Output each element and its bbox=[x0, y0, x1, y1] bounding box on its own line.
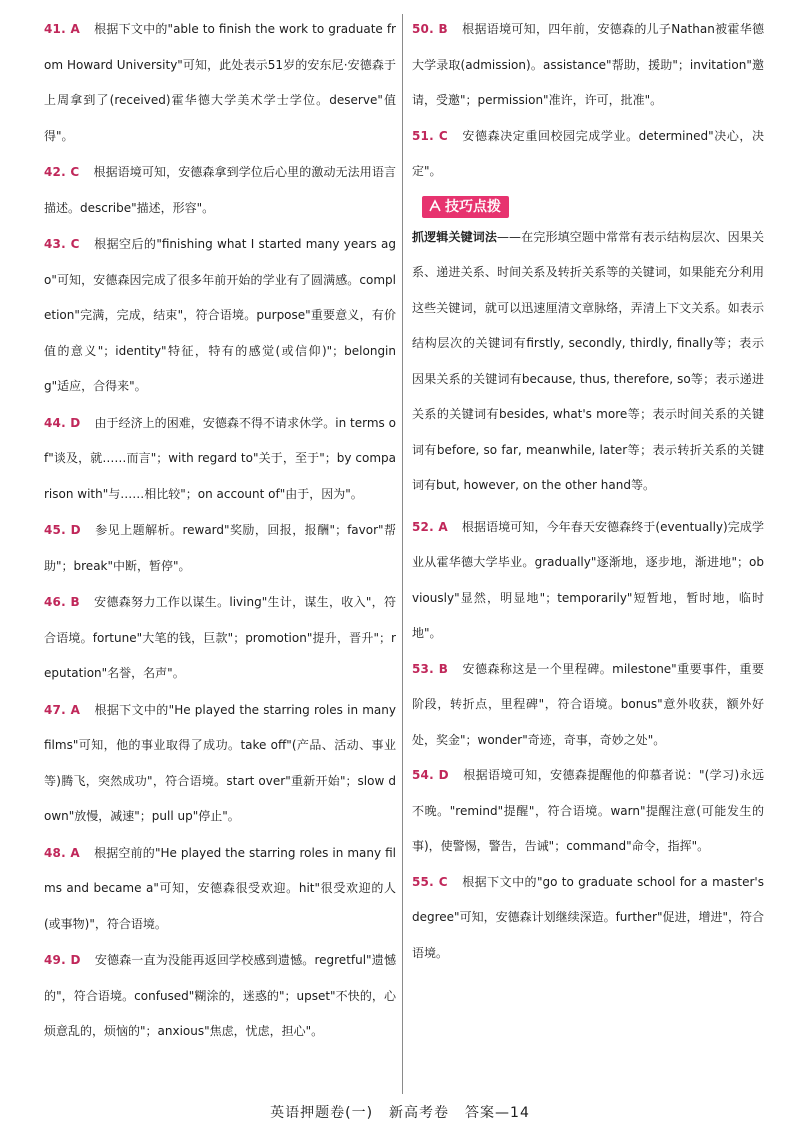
answer-explanation: 根据语境可知，今年春天安德森终于(eventually)完成学业从霍华德大学毕业。gradually"逐渐地，逐步地，渐进地"；obviously"显然，明显地"；temporarily"短暂地，暂时地，临时地"。 bbox=[412, 519, 764, 640]
answer-item bbox=[412, 510, 764, 652]
answer-explanation: 根据下文中的"able to finish the work to graduate from Howard University"可知，此处表示51岁的安东尼·安德森于上周拿到了(received)霍华德大学美术学士学位。deserve"值得"。 bbox=[44, 22, 396, 143]
answer-number: 42. C bbox=[44, 165, 80, 179]
answer-item bbox=[412, 758, 764, 865]
answer-explanation: 参见上题解析。reward"奖励，回报，报酬"；favor"帮助"；break"中断，暂停"。 bbox=[44, 523, 397, 573]
answer-item bbox=[44, 155, 396, 226]
tip-heading: 抓逻辑关键词法 bbox=[412, 229, 498, 244]
answer-explanation: 安德森称这是一个里程碑。milestone"重要事件，重要阶段，转折点，里程碑"，符合语境。bonus"意外收获，额外好处，奖金"；wonder"奇迹，奇事，奇妙之处"。 bbox=[412, 661, 764, 747]
answer-item bbox=[44, 227, 396, 405]
answer-item bbox=[412, 119, 764, 190]
tip-icon bbox=[428, 199, 442, 213]
answer-explanation: 根据下文中的"go to graduate school for a master's degree"可知，安德森计划继续深造。further"促进，增进"，符合语境。 bbox=[412, 874, 765, 960]
answer-explanation: 根据语境可知，四年前，安德森的儿子Nathan被霍华德大学录取(admission)。assistance"帮助，援助"；invitation"邀请，受邀"；permission"准许，许可，批准"。 bbox=[412, 22, 764, 107]
answer-explanation: 安德森决定重回校园完成学业。determined"决心，决定"。 bbox=[412, 128, 764, 178]
page-footer bbox=[0, 1102, 800, 1122]
answer-explanation: 根据下文中的"He played the starring roles in many films"可知，他的事业取得了成功。take off"(产品、活动、事业等)腾飞，突然成功"，符合语境。start over"重新开始"；slow down"放慢，减速"；pull up"停止"。 bbox=[44, 702, 396, 823]
answer-explanation: 根据空后的"finishing what I started many years ago"可知，安德森因完成了很多年前开始的学业有了圆满感。completion"完满，完成，结束"，符合语境。purpose"重要意义，有价值的意义"；identity"特征，特有的感觉(或信仰)"；belonging"适应，合得来"。 bbox=[44, 237, 396, 393]
answer-item bbox=[412, 652, 764, 759]
footer-edition: 新高考卷 bbox=[389, 1105, 450, 1121]
answer-item bbox=[412, 865, 764, 972]
tip-text: ——在完形填空题中常常有表示结构层次、因果关系、递进关系、时间关系及转折关系等的关键词，如果能充分利用这些关键词，就可以迅速厘清文章脉络，弄清上下文关系。如表示结构层次的关键词有firstly, secondly, thirdly, finally等；表示因果关系的关键词有because, thus, therefore, so等；表示递进关系的关键词有besides, what's more等；表示时间关系的关键词有before, so far, meanwhile, later等；表示转折关系的关键词有but, however, on the other hand等。 bbox=[412, 229, 764, 492]
answer-item bbox=[44, 513, 396, 584]
answer-explanation: 安德森努力工作以谋生。living"生计，谋生，收入"，符合语境。fortune"大笔的钱，巨款"；promotion"提升，晋升"；reputation"名誉，名声"。 bbox=[44, 595, 396, 680]
answer-explanation: 根据空前的"He played the starring roles in many films and became a"可知，安德森很受欢迎。hit"很受欢迎的人(或事物)"，符合语境。 bbox=[44, 845, 396, 931]
answer-number: 48. A bbox=[44, 845, 80, 860]
tip-body bbox=[412, 220, 764, 504]
answer-number: 52. A bbox=[412, 519, 448, 534]
answer-item bbox=[44, 836, 396, 943]
footer-title: 英语押题卷(一) bbox=[270, 1105, 374, 1121]
answer-number: 46. B bbox=[44, 595, 80, 609]
answer-item bbox=[44, 693, 396, 835]
answer-item bbox=[44, 585, 396, 692]
column-divider bbox=[402, 14, 403, 1094]
answer-explanation: 由于经济上的困难，安德森不得不请求休学。in terms of"谈及，就……而言"；with regard to"关于，至于"；by comparison with"与……相比较"；on account of"由于，因为"。 bbox=[44, 415, 396, 501]
tip-badge-label: 技巧点拨 bbox=[445, 198, 501, 215]
answer-explanation: 根据语境可知，安德森拿到学位后心里的激动无法用语言描述。describe"描述，形容"。 bbox=[44, 165, 396, 215]
left-column bbox=[44, 12, 396, 1051]
answer-number: 55. C bbox=[412, 874, 448, 889]
answer-number: 43. C bbox=[44, 237, 80, 251]
answer-item bbox=[44, 406, 396, 513]
right-column bbox=[412, 12, 764, 971]
answer-number: 51. C bbox=[412, 128, 448, 143]
answer-item bbox=[44, 943, 396, 1050]
answer-number: 47. A bbox=[44, 702, 81, 717]
answer-number: 45. D bbox=[44, 523, 81, 537]
answer-number: 49. D bbox=[44, 953, 81, 967]
answer-number: 53. B bbox=[412, 661, 449, 676]
tip-badge bbox=[422, 196, 509, 218]
answer-number: 41. A bbox=[44, 22, 80, 36]
footer-page: 答案—14 bbox=[465, 1105, 530, 1121]
answer-explanation: 安德森一直为没能再返回学校感到遗憾。regretful"遗憾的"，符合语境。confused"糊涂的，迷惑的"；upset"不快的，心烦意乱的，烦恼的"；anxious"焦虑，忧虑，担心"。 bbox=[44, 953, 396, 1038]
answer-item bbox=[44, 12, 396, 154]
answer-number: 54. D bbox=[412, 768, 449, 782]
answer-number: 50. B bbox=[412, 22, 448, 36]
answer-item bbox=[412, 12, 764, 119]
answer-explanation: 根据语境可知，安德森提醒他的仰慕者说："(学习)永远不晚。"remind"提醒"，符合语境。warn"提醒注意(可能发生的事)，使警惕，警告，告诫"；command"命令，指挥"。 bbox=[412, 768, 764, 853]
answer-number: 44. D bbox=[44, 415, 81, 430]
